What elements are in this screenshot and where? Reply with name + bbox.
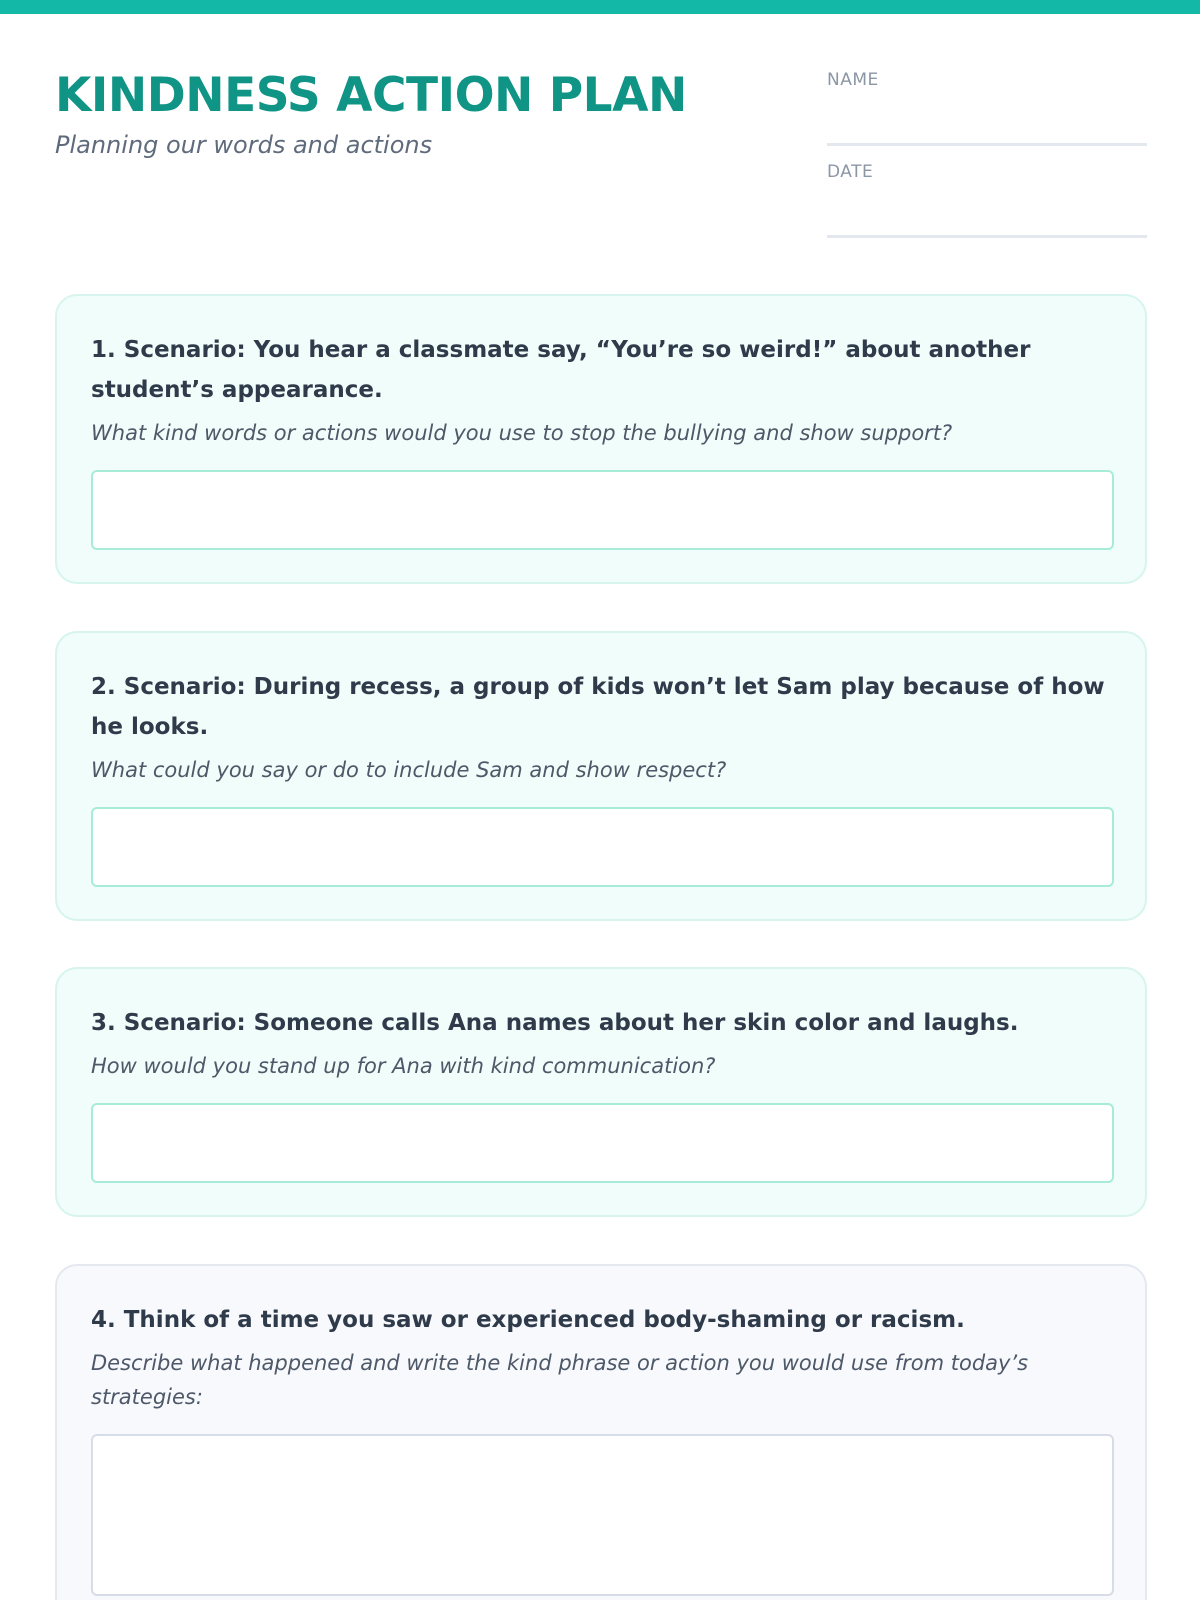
answer-box-4[interactable] <box>91 1434 1114 1596</box>
question-title: 3. Scenario: Someone calls Ana names about her skin color and laughs. <box>91 1010 1019 1036</box>
date-label: DATE <box>827 162 874 182</box>
question-card-4 <box>55 1264 1147 1600</box>
date-field[interactable] <box>827 158 1147 238</box>
question-prompt: How would you stand up for Ana with kind communication? <box>91 1054 716 1078</box>
question-title: 2. Scenario: During recess, a group of kids won’t let Sam play because of how he looks. <box>91 674 1105 740</box>
name-label: NAME <box>827 70 879 90</box>
question-prompt: Describe what happened and write the kind phrase or action you would use from today’s strategies: <box>91 1351 1029 1409</box>
page-subtitle: Planning our words and actions <box>55 131 433 159</box>
answer-box-1[interactable] <box>91 470 1114 550</box>
question-title: 1. Scenario: You hear a classmate say, “You’re so weird!” about another student’s appearance. <box>91 337 1031 403</box>
question-prompt: What kind words or actions would you use to stop the bullying and show support? <box>91 421 953 445</box>
page-title: KINDNESS ACTION PLAN <box>55 68 687 123</box>
top-accent-bar <box>0 0 1200 14</box>
question-prompt: What could you say or do to include Sam and show respect? <box>91 758 727 782</box>
question-card-1 <box>55 294 1147 584</box>
question-card-2 <box>55 631 1147 921</box>
name-field[interactable] <box>827 66 1147 146</box>
question-card-3 <box>55 967 1147 1217</box>
worksheet-header <box>55 66 1147 246</box>
answer-box-2[interactable] <box>91 807 1114 887</box>
question-title: 4. Think of a time you saw or experienced body-shaming or racism. <box>91 1307 965 1333</box>
answer-box-3[interactable] <box>91 1103 1114 1183</box>
student-info <box>827 66 1147 250</box>
